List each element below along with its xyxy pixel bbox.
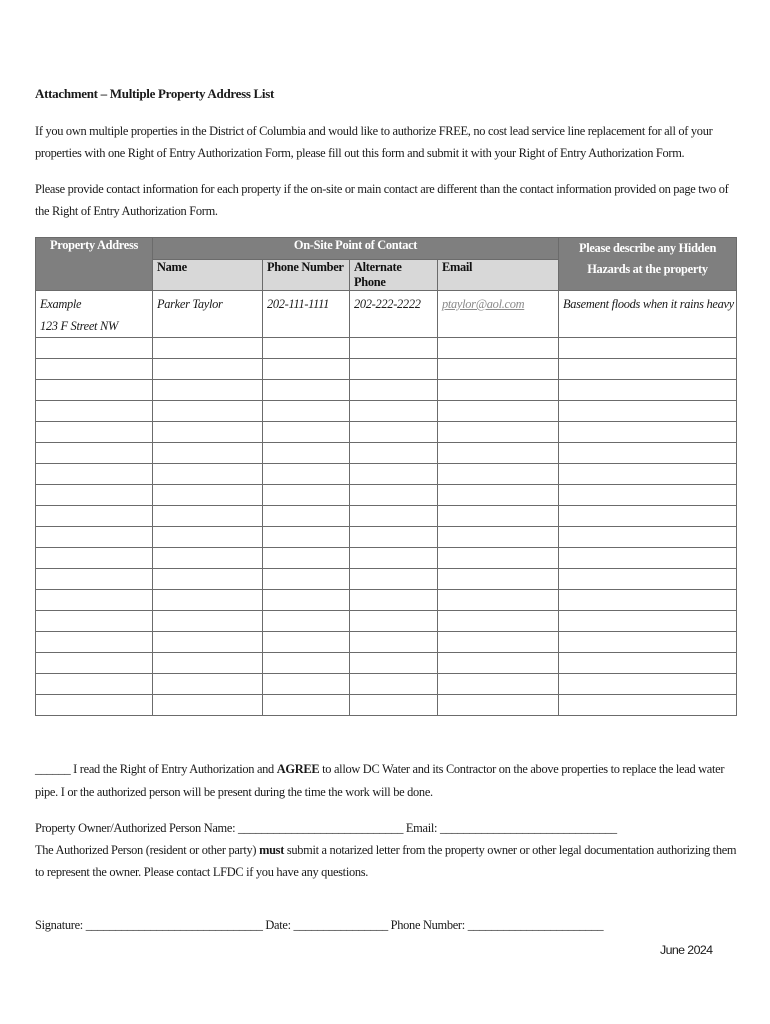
table-row <box>36 527 737 548</box>
name-cell[interactable] <box>153 401 263 422</box>
email-cell[interactable] <box>438 695 559 716</box>
email-cell[interactable] <box>438 380 559 401</box>
agreement-statement <box>35 758 740 804</box>
alt-phone-cell[interactable] <box>350 506 438 527</box>
hazards-cell[interactable] <box>559 548 737 569</box>
agreement-text-post: to allow DC Water and its Contractor on the above properties to replace the lead water pipe. I or the authorized person will be present during the time the work will be done. <box>35 762 725 799</box>
name-cell[interactable] <box>153 506 263 527</box>
table-row <box>36 338 737 359</box>
phone-cell[interactable] <box>263 632 350 653</box>
signature-field[interactable]: ______________________________ <box>85 918 263 932</box>
hazards-cell[interactable] <box>559 695 737 716</box>
name-cell[interactable] <box>153 548 263 569</box>
name-cell[interactable] <box>153 590 263 611</box>
alt-phone-cell[interactable] <box>350 632 438 653</box>
table-row <box>36 380 737 401</box>
hazards-cell[interactable] <box>559 674 737 695</box>
table-row <box>36 674 737 695</box>
email-cell[interactable] <box>438 443 559 464</box>
hazards-cell[interactable] <box>559 443 737 464</box>
hazards-cell[interactable] <box>559 632 737 653</box>
phone-cell[interactable] <box>263 611 350 632</box>
name-cell[interactable] <box>153 485 263 506</box>
signature-label: Signature: <box>35 918 86 932</box>
table-row <box>36 590 737 611</box>
hazards-cell[interactable] <box>559 422 737 443</box>
table-row <box>36 422 737 443</box>
hazards-cell[interactable] <box>559 338 737 359</box>
phone-cell[interactable] <box>263 506 350 527</box>
phone-cell[interactable] <box>263 695 350 716</box>
address-cell[interactable] <box>36 359 153 380</box>
email-cell[interactable] <box>438 611 559 632</box>
note-text-pre: The Authorized Person (resident or other party) <box>35 843 260 857</box>
name-cell[interactable] <box>153 443 263 464</box>
hazards-cell[interactable] <box>559 653 737 674</box>
email-cell[interactable] <box>438 506 559 527</box>
intro-paragraph-2: Please provide contact information for each property if the on-site or main contact are different than the contact information provided on page two of the Right of Entry Authorization Form. <box>35 182 729 218</box>
alt-phone-cell[interactable] <box>350 485 438 506</box>
email-cell[interactable] <box>438 422 559 443</box>
alt-phone-cell[interactable] <box>350 695 438 716</box>
email-cell[interactable] <box>438 401 559 422</box>
agreement-text-pre: I read the Right of Entry Authorization and <box>70 762 277 776</box>
footer-date: June 2024 <box>660 943 713 957</box>
alt-phone-cell[interactable] <box>350 590 438 611</box>
owner-email-label: Email: <box>403 821 440 835</box>
address-cell[interactable] <box>36 653 153 674</box>
name-cell[interactable] <box>153 674 263 695</box>
authorized-person-note <box>35 839 740 883</box>
page-title: Attachment – Multiple Property Address List <box>35 86 275 101</box>
intro-paragraph-1: If you own multiple properties in the District of Columbia and would like to authorize FREE, no cost lead service line replacement for all of your properties with one Right of Entry Authorization Form, please fill out this form and submit it with your Right of Entry Authorization Form. <box>35 124 713 160</box>
alt-phone-cell[interactable] <box>350 422 438 443</box>
example-hazards: Basement floods when it rains heavy <box>559 291 737 338</box>
example-address-line1: Example <box>40 297 82 311</box>
hazards-cell[interactable] <box>559 485 737 506</box>
table-row <box>36 401 737 422</box>
table-row <box>36 695 737 716</box>
name-cell[interactable] <box>153 527 263 548</box>
header-hidden-hazards: Please describe any Hidden Hazards at the property <box>559 238 737 291</box>
address-cell[interactable] <box>36 674 153 695</box>
hazards-cell[interactable] <box>559 359 737 380</box>
note-text-post: submit a notarized letter from the property owner or other legal documentation authorizing them to represent the owner. Please contact LFDC if you have any questions. <box>35 843 737 879</box>
phone-cell[interactable] <box>263 338 350 359</box>
email-cell[interactable] <box>438 548 559 569</box>
phone-field[interactable]: _______________________ <box>467 918 604 932</box>
alt-phone-cell[interactable] <box>350 611 438 632</box>
owner-email-field[interactable]: ______________________________ <box>439 821 617 835</box>
example-alt-phone: 202-222-2222 <box>350 291 438 338</box>
address-cell[interactable] <box>36 422 153 443</box>
phone-cell[interactable] <box>263 464 350 485</box>
alt-phone-cell[interactable] <box>350 548 438 569</box>
owner-name-label: Property Owner/Authorized Person Name: <box>35 821 239 835</box>
address-cell[interactable] <box>36 527 153 548</box>
phone-cell[interactable] <box>263 527 350 548</box>
phone-cell[interactable] <box>263 485 350 506</box>
email-cell[interactable] <box>438 527 559 548</box>
table-row <box>36 506 737 527</box>
name-cell[interactable] <box>153 695 263 716</box>
email-cell[interactable] <box>438 485 559 506</box>
alt-phone-cell[interactable] <box>350 527 438 548</box>
address-cell[interactable] <box>36 569 153 590</box>
name-cell[interactable] <box>153 632 263 653</box>
hazards-cell[interactable] <box>559 506 737 527</box>
address-cell[interactable] <box>36 485 153 506</box>
header-alt-phone: Alternate Phone <box>350 260 438 291</box>
hazards-cell[interactable] <box>559 569 737 590</box>
address-cell[interactable] <box>36 464 153 485</box>
date-label: Date: <box>262 918 294 932</box>
note-must: must <box>259 843 285 857</box>
email-cell[interactable] <box>438 653 559 674</box>
table-row <box>36 464 737 485</box>
example-row <box>36 291 737 338</box>
example-name: Parker Taylor <box>153 291 263 338</box>
hazards-cell[interactable] <box>559 611 737 632</box>
example-email-link[interactable]: ptaylor@aol.com <box>442 297 525 311</box>
phone-cell[interactable] <box>263 548 350 569</box>
header-name: Name <box>153 260 263 291</box>
name-cell[interactable] <box>153 380 263 401</box>
name-cell[interactable] <box>153 338 263 359</box>
email-cell[interactable] <box>438 464 559 485</box>
owner-section <box>35 817 740 883</box>
alt-phone-cell[interactable] <box>350 380 438 401</box>
table-row <box>36 632 737 653</box>
header-onsite-contact: On-Site Point of Contact <box>153 238 559 260</box>
hazards-cell[interactable] <box>559 380 737 401</box>
name-cell[interactable] <box>153 359 263 380</box>
email-cell[interactable] <box>438 569 559 590</box>
hazards-cell[interactable] <box>559 464 737 485</box>
name-cell[interactable] <box>153 653 263 674</box>
email-cell[interactable] <box>438 674 559 695</box>
table-row <box>36 653 737 674</box>
signature-line <box>35 918 603 933</box>
alt-phone-cell[interactable] <box>350 443 438 464</box>
address-cell[interactable] <box>36 443 153 464</box>
hazards-cell[interactable] <box>559 527 737 548</box>
phone-label: Phone Number: <box>387 918 468 932</box>
header-email: Email <box>438 260 559 291</box>
name-cell[interactable] <box>153 464 263 485</box>
owner-name-field[interactable]: ____________________________ <box>238 821 404 835</box>
name-cell[interactable] <box>153 569 263 590</box>
date-field[interactable]: ________________ <box>293 918 388 932</box>
hazards-cell[interactable] <box>559 590 737 611</box>
address-cell[interactable] <box>36 401 153 422</box>
phone-cell[interactable] <box>263 569 350 590</box>
phone-cell[interactable] <box>263 401 350 422</box>
property-address-table <box>35 237 737 716</box>
phone-cell[interactable] <box>263 443 350 464</box>
phone-cell[interactable] <box>263 422 350 443</box>
example-address-line2: 123 F Street NW <box>40 319 118 333</box>
address-cell[interactable] <box>36 506 153 527</box>
phone-cell[interactable] <box>263 674 350 695</box>
example-address <box>36 291 153 338</box>
table-row <box>36 548 737 569</box>
phone-cell[interactable] <box>263 590 350 611</box>
initials-blank[interactable]: ______ <box>35 762 71 776</box>
alt-phone-cell[interactable] <box>350 359 438 380</box>
email-cell[interactable] <box>438 590 559 611</box>
alt-phone-cell[interactable] <box>350 653 438 674</box>
table-row <box>36 611 737 632</box>
header-property-address: Property Address <box>36 238 153 291</box>
email-cell[interactable] <box>438 632 559 653</box>
example-email <box>438 291 559 338</box>
table-row <box>36 485 737 506</box>
alt-phone-cell[interactable] <box>350 464 438 485</box>
hazards-cell[interactable] <box>559 401 737 422</box>
agreement-agree: AGREE <box>276 762 320 776</box>
address-cell[interactable] <box>36 590 153 611</box>
email-cell[interactable] <box>438 338 559 359</box>
header-phone: Phone Number <box>263 260 350 291</box>
email-cell[interactable] <box>438 359 559 380</box>
name-cell[interactable] <box>153 611 263 632</box>
alt-phone-cell[interactable] <box>350 569 438 590</box>
address-cell[interactable] <box>36 338 153 359</box>
alt-phone-cell[interactable] <box>350 674 438 695</box>
example-phone: 202-111-1111 <box>263 291 350 338</box>
table-row <box>36 443 737 464</box>
alt-phone-cell[interactable] <box>350 338 438 359</box>
owner-line <box>35 817 740 839</box>
phone-cell[interactable] <box>263 380 350 401</box>
phone-cell[interactable] <box>263 359 350 380</box>
address-cell[interactable] <box>36 380 153 401</box>
name-cell[interactable] <box>153 422 263 443</box>
address-cell[interactable] <box>36 632 153 653</box>
address-cell[interactable] <box>36 548 153 569</box>
table-row <box>36 569 737 590</box>
phone-cell[interactable] <box>263 653 350 674</box>
alt-phone-cell[interactable] <box>350 401 438 422</box>
address-cell[interactable] <box>36 695 153 716</box>
address-cell[interactable] <box>36 611 153 632</box>
table-row <box>36 359 737 380</box>
